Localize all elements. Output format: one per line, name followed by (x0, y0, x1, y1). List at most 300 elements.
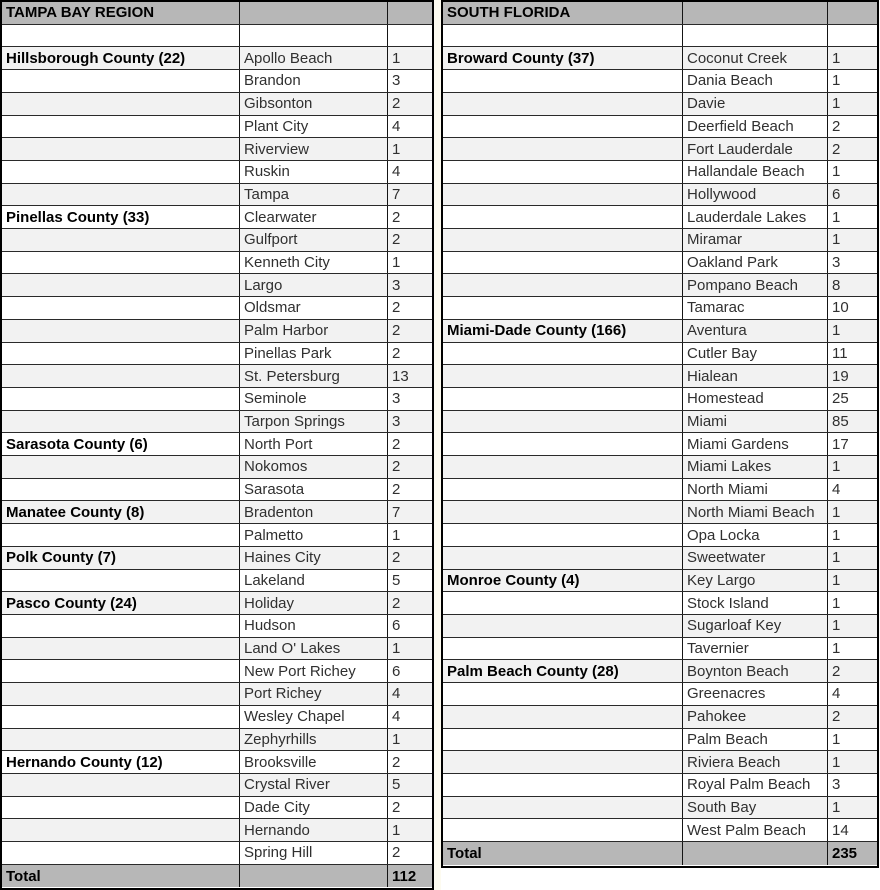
data-row (2, 138, 432, 161)
data-row (2, 524, 432, 547)
count-cell: 4 (828, 683, 877, 705)
count-cell: 1 (828, 70, 877, 92)
city-cell: South Bay (683, 797, 828, 819)
count-cell: 1 (828, 570, 877, 592)
data-row (2, 592, 432, 615)
count-cell: 2 (388, 343, 432, 365)
data-row (443, 138, 877, 161)
count-cell: 2 (388, 433, 432, 455)
data-row (443, 524, 877, 547)
count-cell: 3 (388, 411, 432, 433)
city-cell: Miami Gardens (683, 433, 828, 455)
data-row (2, 774, 432, 797)
count-cell: 2 (388, 751, 432, 773)
count-cell: 6 (388, 660, 432, 682)
city-cell: Spring Hill (240, 842, 388, 864)
city-cell: Oldsmar (240, 297, 388, 319)
data-row (2, 297, 432, 320)
city-cell: Coconut Creek (683, 47, 828, 69)
count-cell: 2 (388, 229, 432, 251)
count-cell: 5 (388, 774, 432, 796)
county-cell: Manatee County (8) (2, 501, 240, 523)
county-cell: Palm Beach County (28) (443, 660, 683, 682)
city-cell: Plant City (240, 116, 388, 138)
county-cell (2, 683, 240, 705)
count-cell: 25 (828, 388, 877, 410)
city-cell: Key Largo (683, 570, 828, 592)
count-cell: 3 (828, 252, 877, 274)
count-cell: 6 (828, 184, 877, 206)
county-cell (443, 615, 683, 637)
table-gap-strip (434, 0, 441, 890)
city-cell: Sugarloaf Key (683, 615, 828, 637)
data-row (2, 479, 432, 502)
city-cell: Ruskin (240, 161, 388, 183)
count-cell: 10 (828, 297, 877, 319)
county-cell (2, 93, 240, 115)
count-cell: 2 (388, 93, 432, 115)
county-cell (443, 524, 683, 546)
data-row (443, 819, 877, 842)
county-cell (2, 797, 240, 819)
county-cell (2, 615, 240, 637)
city-cell: Stock Island (683, 592, 828, 614)
count-cell: 4 (388, 161, 432, 183)
city-cell: Port Richey (240, 683, 388, 705)
count-cell: 3 (388, 70, 432, 92)
count-cell: 112 (388, 865, 432, 888)
data-row (2, 433, 432, 456)
county-cell (2, 706, 240, 728)
county-cell (2, 161, 240, 183)
city-cell: Kenneth City (240, 252, 388, 274)
city-cell: West Palm Beach (683, 819, 828, 841)
data-row (443, 456, 877, 479)
county-cell (2, 229, 240, 251)
city-cell: Lakeland (240, 570, 388, 592)
city-cell: Palm Beach (683, 729, 828, 751)
city-cell: Pinellas Park (240, 343, 388, 365)
county-cell (443, 274, 683, 296)
count-cell: 1 (828, 47, 877, 69)
spacer-row (443, 25, 877, 48)
city-cell: Oakland Park (683, 252, 828, 274)
county-cell (443, 751, 683, 773)
city-cell: Pompano Beach (683, 274, 828, 296)
county-cell (443, 706, 683, 728)
city-cell: Lauderdale Lakes (683, 206, 828, 228)
data-row (2, 842, 432, 865)
city-cell: Largo (240, 274, 388, 296)
region-header-row (2, 2, 432, 25)
count-cell: 1 (388, 729, 432, 751)
county-cell (443, 206, 683, 228)
count-cell: 235 (828, 842, 877, 865)
count-cell: 11 (828, 343, 877, 365)
data-row (443, 706, 877, 729)
count-cell: 8 (828, 274, 877, 296)
city-cell: Deerfield Beach (683, 116, 828, 138)
county-cell (443, 229, 683, 251)
city-cell: North Miami (683, 479, 828, 501)
county-cell (2, 70, 240, 92)
count-cell: 1 (828, 320, 877, 342)
county-cell (2, 343, 240, 365)
county-cell (443, 683, 683, 705)
city-cell: Tarpon Springs (240, 411, 388, 433)
data-row (443, 615, 877, 638)
count-cell: 1 (828, 797, 877, 819)
data-row (2, 229, 432, 252)
city-cell: Sweetwater (683, 547, 828, 569)
data-row (443, 161, 877, 184)
data-row (2, 638, 432, 661)
county-cell (2, 479, 240, 501)
data-row (2, 660, 432, 683)
data-row (443, 70, 877, 93)
county-cell: Broward County (37) (443, 47, 683, 69)
city-cell: Seminole (240, 388, 388, 410)
count-cell: 2 (828, 706, 877, 728)
count-cell: 2 (828, 116, 877, 138)
data-row (2, 320, 432, 343)
data-row (443, 206, 877, 229)
count-cell: 2 (388, 456, 432, 478)
county-cell (2, 320, 240, 342)
count-cell: 17 (828, 433, 877, 455)
city-cell: Fort Lauderdale (683, 138, 828, 160)
city-cell: Tamarac (683, 297, 828, 319)
count-cell (828, 2, 877, 24)
county-cell (2, 138, 240, 160)
city-cell: New Port Richey (240, 660, 388, 682)
city-cell: Brooksville (240, 751, 388, 773)
city-cell: Hudson (240, 615, 388, 637)
count-cell: 2 (388, 206, 432, 228)
county-cell: TAMPA BAY REGION (2, 2, 240, 24)
county-cell (443, 547, 683, 569)
city-cell (683, 2, 828, 24)
county-cell (443, 138, 683, 160)
county-cell: Hillsborough County (22) (2, 47, 240, 69)
county-cell: Pinellas County (33) (2, 206, 240, 228)
city-cell: Tampa (240, 184, 388, 206)
data-row (2, 547, 432, 570)
county-cell (2, 638, 240, 660)
count-cell (388, 2, 432, 24)
county-cell (443, 592, 683, 614)
data-row (443, 388, 877, 411)
count-cell: 2 (828, 138, 877, 160)
data-row (443, 343, 877, 366)
county-cell (443, 184, 683, 206)
city-cell: Dade City (240, 797, 388, 819)
city-cell: North Miami Beach (683, 501, 828, 523)
city-cell: Brandon (240, 70, 388, 92)
county-cell (2, 25, 240, 47)
county-cell (443, 501, 683, 523)
county-cell (2, 184, 240, 206)
data-row (443, 479, 877, 502)
count-cell: 1 (828, 592, 877, 614)
count-cell: 1 (388, 252, 432, 274)
data-row (2, 161, 432, 184)
data-row (443, 433, 877, 456)
county-cell (443, 252, 683, 274)
county-cell: Polk County (7) (2, 547, 240, 569)
city-cell: St. Petersburg (240, 365, 388, 387)
city-cell: Zephyrhills (240, 729, 388, 751)
data-row (2, 615, 432, 638)
city-cell (240, 2, 388, 24)
city-cell: Clearwater (240, 206, 388, 228)
county-cell: Pasco County (24) (2, 592, 240, 614)
data-row (443, 411, 877, 434)
data-row (443, 274, 877, 297)
data-row (2, 819, 432, 842)
county-cell (443, 774, 683, 796)
county-cell (443, 388, 683, 410)
count-cell: 1 (828, 93, 877, 115)
city-cell: Holiday (240, 592, 388, 614)
data-row (2, 343, 432, 366)
data-row (443, 365, 877, 388)
city-cell: Sarasota (240, 479, 388, 501)
data-row (443, 320, 877, 343)
data-row (2, 388, 432, 411)
county-cell (2, 524, 240, 546)
county-cell (443, 638, 683, 660)
count-cell: 1 (828, 547, 877, 569)
city-cell: Homestead (683, 388, 828, 410)
city-cell: Dania Beach (683, 70, 828, 92)
city-cell: Cutler Bay (683, 343, 828, 365)
data-row (443, 501, 877, 524)
data-row (2, 456, 432, 479)
count-cell: 13 (388, 365, 432, 387)
count-cell: 3 (388, 274, 432, 296)
data-row (2, 751, 432, 774)
count-cell: 1 (828, 524, 877, 546)
data-row (443, 547, 877, 570)
city-cell: Aventura (683, 320, 828, 342)
count-cell: 1 (828, 229, 877, 251)
county-cell (443, 116, 683, 138)
count-cell: 4 (388, 116, 432, 138)
city-cell: Haines City (240, 547, 388, 569)
count-cell (828, 25, 877, 47)
data-row (443, 229, 877, 252)
spacer-row (2, 25, 432, 48)
city-cell: Hollywood (683, 184, 828, 206)
city-cell (240, 25, 388, 47)
count-cell: 1 (828, 638, 877, 660)
total-row (2, 865, 432, 888)
count-cell: 6 (388, 615, 432, 637)
county-cell: Miami-Dade County (166) (443, 320, 683, 342)
city-cell: Hialean (683, 365, 828, 387)
county-cell: Monroe County (4) (443, 570, 683, 592)
data-row (2, 683, 432, 706)
count-cell: 3 (828, 774, 877, 796)
count-cell: 2 (388, 797, 432, 819)
data-row (2, 47, 432, 70)
count-cell: 2 (388, 297, 432, 319)
city-cell: Royal Palm Beach (683, 774, 828, 796)
count-cell: 1 (828, 456, 877, 478)
city-cell: Nokomos (240, 456, 388, 478)
county-cell (2, 116, 240, 138)
count-cell: 85 (828, 411, 877, 433)
count-cell: 2 (388, 547, 432, 569)
city-cell: Land O' Lakes (240, 638, 388, 660)
county-cell (443, 819, 683, 841)
count-cell: 1 (828, 615, 877, 637)
county-cell (2, 456, 240, 478)
county-cell (443, 70, 683, 92)
data-row (2, 570, 432, 593)
count-cell: 1 (828, 501, 877, 523)
count-cell (388, 25, 432, 47)
count-cell: 1 (388, 638, 432, 660)
count-cell: 7 (388, 184, 432, 206)
county-cell (443, 797, 683, 819)
data-row (2, 501, 432, 524)
count-cell: 1 (388, 524, 432, 546)
county-cell (2, 842, 240, 864)
data-row (443, 184, 877, 207)
county-cell (2, 570, 240, 592)
city-cell: Davie (683, 93, 828, 115)
city-cell: Greenacres (683, 683, 828, 705)
data-row (2, 206, 432, 229)
region-header-row (443, 2, 877, 25)
count-cell: 14 (828, 819, 877, 841)
county-cell (2, 252, 240, 274)
county-cell (2, 660, 240, 682)
city-cell: Hernando (240, 819, 388, 841)
count-cell: 2 (388, 592, 432, 614)
data-row (443, 774, 877, 797)
data-row (443, 729, 877, 752)
count-cell: 2 (388, 842, 432, 864)
city-cell: Boynton Beach (683, 660, 828, 682)
county-cell: Sarasota County (6) (2, 433, 240, 455)
data-row (2, 706, 432, 729)
county-cell (443, 433, 683, 455)
city-cell: Miami Lakes (683, 456, 828, 478)
data-row (443, 751, 877, 774)
city-cell: Riverview (240, 138, 388, 160)
city-cell (683, 842, 828, 865)
count-cell: 4 (388, 706, 432, 728)
count-cell: 2 (388, 479, 432, 501)
city-cell: Gulfport (240, 229, 388, 251)
count-cell: 5 (388, 570, 432, 592)
city-cell: Pahokee (683, 706, 828, 728)
south-florida-table (441, 0, 879, 868)
data-row (2, 116, 432, 139)
total-row (443, 842, 877, 865)
county-cell (443, 411, 683, 433)
data-row (443, 93, 877, 116)
data-row (443, 570, 877, 593)
data-row (443, 116, 877, 139)
count-cell: 7 (388, 501, 432, 523)
county-cell (2, 729, 240, 751)
county-cell (443, 93, 683, 115)
city-cell: Riviera Beach (683, 751, 828, 773)
count-cell: 2 (828, 660, 877, 682)
city-cell: Palmetto (240, 524, 388, 546)
data-row (443, 47, 877, 70)
data-row (2, 274, 432, 297)
county-cell: SOUTH FLORIDA (443, 2, 683, 24)
count-cell: 1 (828, 729, 877, 751)
county-cell (2, 774, 240, 796)
county-cell: Total (443, 842, 683, 865)
count-cell: 19 (828, 365, 877, 387)
data-row (443, 297, 877, 320)
data-row (443, 683, 877, 706)
data-row (2, 797, 432, 820)
data-row (2, 411, 432, 434)
data-row (2, 93, 432, 116)
count-cell: 1 (828, 206, 877, 228)
count-cell: 3 (388, 388, 432, 410)
county-cell (443, 25, 683, 47)
city-cell (683, 25, 828, 47)
data-row (443, 638, 877, 661)
county-cell: Hernando County (12) (2, 751, 240, 773)
county-cell (443, 456, 683, 478)
count-cell: 1 (388, 819, 432, 841)
county-cell (2, 274, 240, 296)
count-cell: 1 (388, 138, 432, 160)
city-cell: Crystal River (240, 774, 388, 796)
city-cell: Palm Harbor (240, 320, 388, 342)
city-cell: Apollo Beach (240, 47, 388, 69)
county-cell (2, 365, 240, 387)
data-row (2, 729, 432, 752)
data-row (2, 70, 432, 93)
city-cell: Tavernier (683, 638, 828, 660)
tampa-bay-region-table (0, 0, 434, 890)
county-cell (443, 343, 683, 365)
city-cell (240, 865, 388, 888)
county-cell (443, 479, 683, 501)
city-cell: Wesley Chapel (240, 706, 388, 728)
data-row (443, 797, 877, 820)
county-cell (2, 411, 240, 433)
city-cell: Opa Locka (683, 524, 828, 546)
count-cell: 1 (828, 751, 877, 773)
count-cell: 4 (388, 683, 432, 705)
county-cell (443, 365, 683, 387)
county-cell (443, 297, 683, 319)
county-cell (2, 388, 240, 410)
county-cell (2, 819, 240, 841)
count-cell: 4 (828, 479, 877, 501)
city-cell: Miami (683, 411, 828, 433)
city-cell: North Port (240, 433, 388, 455)
city-cell: Miramar (683, 229, 828, 251)
data-row (2, 252, 432, 275)
county-cell (443, 729, 683, 751)
city-cell: Bradenton (240, 501, 388, 523)
data-row (443, 660, 877, 683)
county-cell: Total (2, 865, 240, 888)
